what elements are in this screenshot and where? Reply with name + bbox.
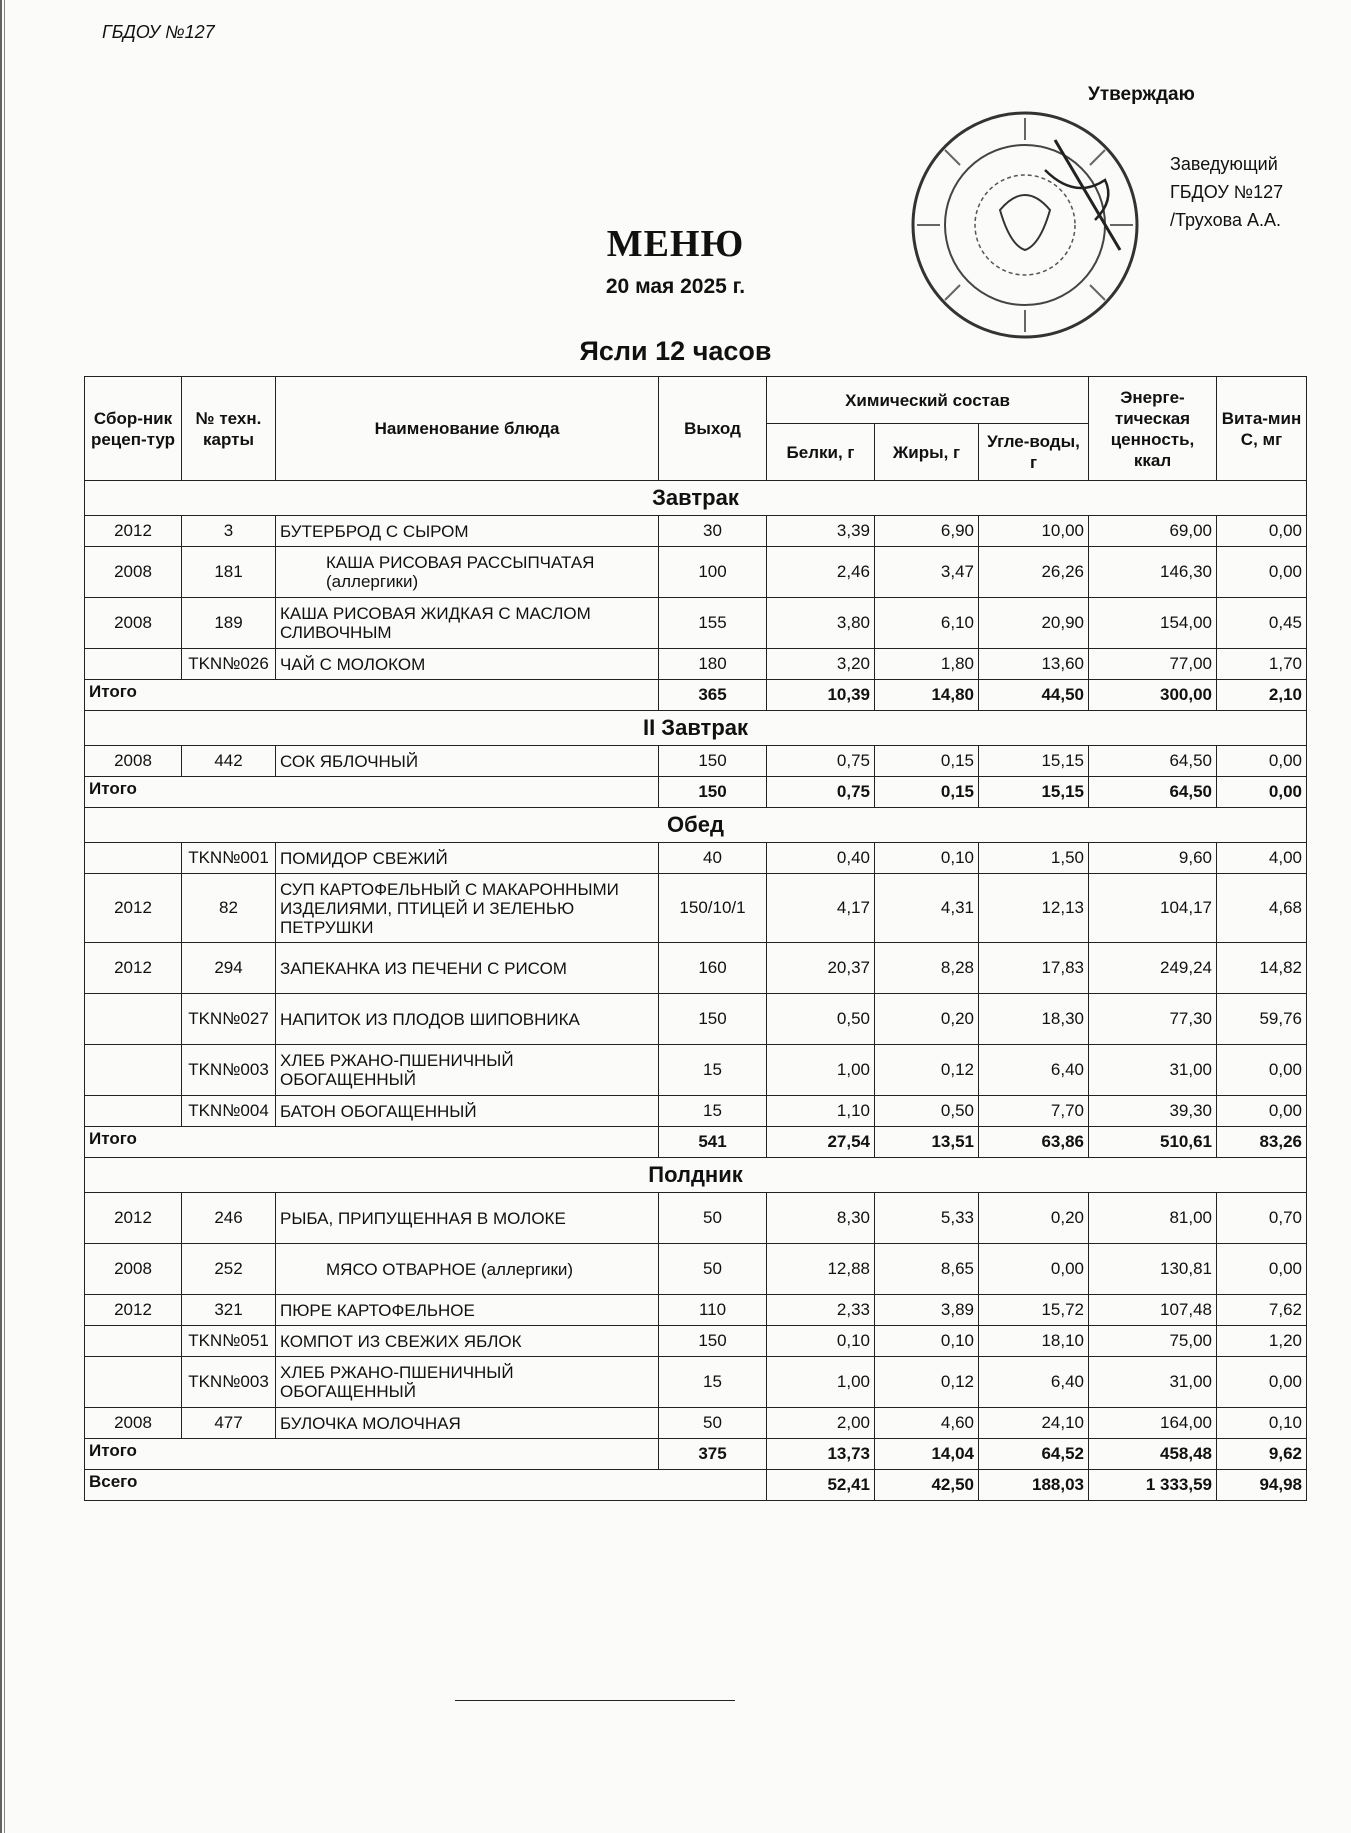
fat-value: 8,28 [875, 943, 979, 994]
table-row [85, 1193, 1307, 1244]
grand-carbs: 188,03 [979, 1470, 1089, 1501]
total-vitc: 83,26 [1217, 1127, 1307, 1158]
dish-output: 100 [659, 547, 767, 598]
grand-protein: 52,41 [767, 1470, 875, 1501]
carbs-value: 17,83 [979, 943, 1089, 994]
energy-value: 77,00 [1089, 649, 1217, 680]
col-book-header: Сбор-ник рецеп-тур [85, 377, 182, 481]
table-row [85, 1326, 1307, 1357]
energy-value: 31,00 [1089, 1357, 1217, 1408]
vitc-value: 4,68 [1217, 874, 1307, 943]
vitc-value: 0,00 [1217, 1045, 1307, 1096]
vitc-value: 14,82 [1217, 943, 1307, 994]
energy-value: 64,50 [1089, 746, 1217, 777]
dish-name: ПОМИДОР СВЕЖИЙ [276, 843, 659, 874]
table-row [85, 1244, 1307, 1295]
tech-card: TKN№004 [182, 1096, 276, 1127]
total-label: Итого [85, 777, 659, 808]
total-vitc: 9,62 [1217, 1439, 1307, 1470]
fat-value: 0,50 [875, 1096, 979, 1127]
table-row [85, 1045, 1307, 1096]
energy-value: 75,00 [1089, 1326, 1217, 1357]
tech-card: TKN№026 [182, 649, 276, 680]
carbs-value: 6,40 [979, 1357, 1089, 1408]
dish-name: ПЮРЕ КАРТОФЕЛЬНОЕ [276, 1295, 659, 1326]
table-row [85, 1096, 1307, 1127]
total-label: Итого [85, 680, 659, 711]
total-energy: 64,50 [1089, 777, 1217, 808]
energy-value: 107,48 [1089, 1295, 1217, 1326]
carbs-value: 18,10 [979, 1326, 1089, 1357]
fat-value: 3,89 [875, 1295, 979, 1326]
carbs-value: 1,50 [979, 843, 1089, 874]
protein-value: 0,50 [767, 994, 875, 1045]
total-output: 541 [659, 1127, 767, 1158]
carbs-value: 18,30 [979, 994, 1089, 1045]
tech-card: 442 [182, 746, 276, 777]
table-row [85, 874, 1307, 943]
recipe-book: 2008 [85, 746, 182, 777]
energy-value: 69,00 [1089, 516, 1217, 547]
tech-card: 477 [182, 1408, 276, 1439]
protein-value: 4,17 [767, 874, 875, 943]
col-protein-header: Белки, г [767, 424, 875, 481]
fat-value: 0,12 [875, 1357, 979, 1408]
dish-name: СУП КАРТОФЕЛЬНЫЙ С МАКАРОННЫМИ ИЗДЕЛИЯМИ, ПТИЦЕЙ И ЗЕЛЕНЬЮ ПЕТРУШКИ [276, 874, 659, 943]
fat-value: 4,31 [875, 874, 979, 943]
total-protein: 13,73 [767, 1439, 875, 1470]
dish-name: БАТОН ОБОГАЩЕННЫЙ [276, 1096, 659, 1127]
tech-card: 3 [182, 516, 276, 547]
director-title: Заведующий [1170, 154, 1278, 174]
energy-value: 164,00 [1089, 1408, 1217, 1439]
menu-table [84, 376, 1307, 1501]
vitc-value: 59,76 [1217, 994, 1307, 1045]
dish-name: ЗАПЕКАНКА ИЗ ПЕЧЕНИ С РИСОМ [276, 943, 659, 994]
group-name: Ясли 12 часов [579, 336, 772, 366]
total-carbs: 44,50 [979, 680, 1089, 711]
recipe-book: 2008 [85, 1244, 182, 1295]
dish-name: БУТЕРБРОД С СЫРОМ [276, 516, 659, 547]
recipe-book [85, 843, 182, 874]
dish-output: 160 [659, 943, 767, 994]
page-title: МЕНЮ [606, 223, 745, 265]
dish-output: 15 [659, 1357, 767, 1408]
section-title: Завтрак [85, 481, 1307, 516]
grand-energy: 1 333,59 [1089, 1470, 1217, 1501]
section-total-row [85, 1127, 1307, 1158]
fat-value: 8,65 [875, 1244, 979, 1295]
dish-name: ХЛЕБ РЖАНО-ПШЕНИЧНЫЙ ОБОГАЩЕННЫЙ [276, 1045, 659, 1096]
tech-card: TKN№051 [182, 1326, 276, 1357]
dish-output: 150 [659, 994, 767, 1045]
total-carbs: 15,15 [979, 777, 1089, 808]
recipe-book [85, 994, 182, 1045]
total-protein: 27,54 [767, 1127, 875, 1158]
tech-card: 321 [182, 1295, 276, 1326]
col-name-header: Наименование блюда [276, 377, 659, 481]
fat-value: 6,10 [875, 598, 979, 649]
total-fat: 0,15 [875, 777, 979, 808]
recipe-book: 2012 [85, 874, 182, 943]
dish-output: 150 [659, 746, 767, 777]
total-label: Итого [85, 1127, 659, 1158]
recipe-book: 2012 [85, 1193, 182, 1244]
dish-name: МЯСО ОТВАРНОЕ (аллергики) [276, 1244, 659, 1295]
col-card-header: № техн. карты [182, 377, 276, 481]
vitc-value: 1,70 [1217, 649, 1307, 680]
dish-output: 40 [659, 843, 767, 874]
recipe-book [85, 1326, 182, 1357]
org-name: ГБДОУ №127 [102, 22, 215, 42]
protein-value: 12,88 [767, 1244, 875, 1295]
vitc-value: 0,00 [1217, 1096, 1307, 1127]
protein-value: 8,30 [767, 1193, 875, 1244]
menu-date: 20 мая 2025 г. [605, 275, 746, 298]
dish-output: 50 [659, 1244, 767, 1295]
carbs-value: 13,60 [979, 649, 1089, 680]
grand-total-row [85, 1470, 1307, 1501]
dish-output: 50 [659, 1408, 767, 1439]
total-energy: 458,48 [1089, 1439, 1217, 1470]
vitc-value: 0,00 [1217, 1244, 1307, 1295]
energy-value: 77,30 [1089, 994, 1217, 1045]
col-carbs-header: Угле-воды, г [979, 424, 1089, 481]
energy-value: 31,00 [1089, 1045, 1217, 1096]
col-output-header: Выход [659, 377, 767, 481]
vitc-value: 4,00 [1217, 843, 1307, 874]
dish-name: ЧАЙ С МОЛОКОМ [276, 649, 659, 680]
recipe-book: 2008 [85, 598, 182, 649]
section-total-row [85, 680, 1307, 711]
recipe-book: 2008 [85, 1408, 182, 1439]
dish-output: 150/10/1 [659, 874, 767, 943]
table-row [85, 843, 1307, 874]
protein-value: 0,40 [767, 843, 875, 874]
dish-name: ХЛЕБ РЖАНО-ПШЕНИЧНЫЙ ОБОГАЩЕННЫЙ [276, 1357, 659, 1408]
table-row [85, 516, 1307, 547]
section-row [85, 808, 1307, 843]
vitc-value: 0,70 [1217, 1193, 1307, 1244]
total-fat: 13,51 [875, 1127, 979, 1158]
table-row [85, 943, 1307, 994]
carbs-value: 24,10 [979, 1408, 1089, 1439]
table-row [85, 1357, 1307, 1408]
carbs-value: 26,26 [979, 547, 1089, 598]
total-output: 150 [659, 777, 767, 808]
fat-value: 5,33 [875, 1193, 979, 1244]
section-row [85, 481, 1307, 516]
section-total-row [85, 777, 1307, 808]
table-row [85, 649, 1307, 680]
protein-value: 2,00 [767, 1408, 875, 1439]
vitc-value: 0,00 [1217, 1357, 1307, 1408]
protein-value: 3,80 [767, 598, 875, 649]
protein-value: 0,75 [767, 746, 875, 777]
total-protein: 0,75 [767, 777, 875, 808]
dish-name: КАША РИСОВАЯ ЖИДКАЯ С МАСЛОМ СЛИВОЧНЫМ [276, 598, 659, 649]
carbs-value: 7,70 [979, 1096, 1089, 1127]
dish-name: КАША РИСОВАЯ РАССЫПЧАТАЯ (аллергики) [276, 547, 659, 598]
dish-output: 15 [659, 1045, 767, 1096]
energy-value: 154,00 [1089, 598, 1217, 649]
table-row [85, 547, 1307, 598]
fat-value: 0,12 [875, 1045, 979, 1096]
dish-output: 155 [659, 598, 767, 649]
energy-value: 81,00 [1089, 1193, 1217, 1244]
tech-card: 252 [182, 1244, 276, 1295]
fat-value: 4,60 [875, 1408, 979, 1439]
tech-card: TKN№001 [182, 843, 276, 874]
protein-value: 0,10 [767, 1326, 875, 1357]
tech-card: TKN№003 [182, 1357, 276, 1408]
energy-value: 104,17 [1089, 874, 1217, 943]
fat-value: 3,47 [875, 547, 979, 598]
col-chem-header: Химический состав [767, 377, 1089, 424]
dish-output: 110 [659, 1295, 767, 1326]
total-protein: 10,39 [767, 680, 875, 711]
energy-value: 146,30 [1089, 547, 1217, 598]
protein-value: 1,10 [767, 1096, 875, 1127]
total-carbs: 64,52 [979, 1439, 1089, 1470]
dish-name: СОК ЯБЛОЧНЫЙ [276, 746, 659, 777]
col-vitc-header: Вита-мин С, мг [1217, 377, 1307, 481]
total-fat: 14,80 [875, 680, 979, 711]
total-energy: 510,61 [1089, 1127, 1217, 1158]
recipe-book [85, 1096, 182, 1127]
dish-output: 150 [659, 1326, 767, 1357]
dish-output: 180 [659, 649, 767, 680]
protein-value: 2,33 [767, 1295, 875, 1326]
dish-name: БУЛОЧКА МОЛОЧНАЯ [276, 1408, 659, 1439]
table-row [85, 994, 1307, 1045]
fat-value: 0,15 [875, 746, 979, 777]
energy-value: 39,30 [1089, 1096, 1217, 1127]
tech-card: 82 [182, 874, 276, 943]
grand-total-label: Всего [85, 1470, 767, 1501]
fat-value: 0,10 [875, 843, 979, 874]
energy-value: 9,60 [1089, 843, 1217, 874]
dish-output: 30 [659, 516, 767, 547]
tech-card: TKN№027 [182, 994, 276, 1045]
vitc-value: 0,10 [1217, 1408, 1307, 1439]
carbs-value: 10,00 [979, 516, 1089, 547]
section-total-row [85, 1439, 1307, 1470]
total-vitc: 2,10 [1217, 680, 1307, 711]
col-energy-header: Энерге-тическая ценность, ккал [1089, 377, 1217, 481]
tech-card: 181 [182, 547, 276, 598]
total-output: 375 [659, 1439, 767, 1470]
grand-vitc: 94,98 [1217, 1470, 1307, 1501]
dish-name: НАПИТОК ИЗ ПЛОДОВ ШИПОВНИКА [276, 994, 659, 1045]
section-row [85, 1158, 1307, 1193]
fat-value: 6,90 [875, 516, 979, 547]
approve-label: Утверждаю [1088, 84, 1195, 105]
grand-fat: 42,50 [875, 1470, 979, 1501]
protein-value: 20,37 [767, 943, 875, 994]
dish-name: РЫБА, ПРИПУЩЕННАЯ В МОЛОКЕ [276, 1193, 659, 1244]
protein-value: 3,39 [767, 516, 875, 547]
carbs-value: 15,15 [979, 746, 1089, 777]
section-title: II Завтрак [85, 711, 1307, 746]
vitc-value: 1,20 [1217, 1326, 1307, 1357]
carbs-value: 12,13 [979, 874, 1089, 943]
energy-value: 130,81 [1089, 1244, 1217, 1295]
table-row [85, 746, 1307, 777]
section-title: Обед [85, 808, 1307, 843]
protein-value: 1,00 [767, 1357, 875, 1408]
director-org: ГБДОУ №127 [1170, 182, 1284, 202]
table-row [85, 1408, 1307, 1439]
tech-card: TKN№003 [182, 1045, 276, 1096]
carbs-value: 6,40 [979, 1045, 1089, 1096]
fat-value: 1,80 [875, 649, 979, 680]
tech-card: 189 [182, 598, 276, 649]
total-output: 365 [659, 680, 767, 711]
carbs-value: 0,20 [979, 1193, 1089, 1244]
carbs-value: 15,72 [979, 1295, 1089, 1326]
protein-value: 3,20 [767, 649, 875, 680]
vitc-value: 0,00 [1217, 516, 1307, 547]
recipe-book: 2012 [85, 943, 182, 994]
vitc-value: 0,00 [1217, 547, 1307, 598]
signature-line [455, 1700, 735, 1701]
total-label: Итого [85, 1439, 659, 1470]
recipe-book [85, 1045, 182, 1096]
section-row [85, 711, 1307, 746]
dish-output: 15 [659, 1096, 767, 1127]
carbs-value: 0,00 [979, 1244, 1089, 1295]
recipe-book: 2012 [85, 516, 182, 547]
total-vitc: 0,00 [1217, 777, 1307, 808]
recipe-book [85, 649, 182, 680]
total-carbs: 63,86 [979, 1127, 1089, 1158]
recipe-book [85, 1357, 182, 1408]
director-name: /Трухова А.А. [1170, 210, 1281, 230]
dish-name: КОМПОТ ИЗ СВЕЖИХ ЯБЛОК [276, 1326, 659, 1357]
protein-value: 1,00 [767, 1045, 875, 1096]
vitc-value: 7,62 [1217, 1295, 1307, 1326]
total-fat: 14,04 [875, 1439, 979, 1470]
recipe-book: 2012 [85, 1295, 182, 1326]
table-row [85, 1295, 1307, 1326]
protein-value: 2,46 [767, 547, 875, 598]
menu-body [85, 481, 1307, 1501]
tech-card: 294 [182, 943, 276, 994]
table-row [85, 598, 1307, 649]
col-fat-header: Жиры, г [875, 424, 979, 481]
tech-card: 246 [182, 1193, 276, 1244]
section-title: Полдник [85, 1158, 1307, 1193]
dish-output: 50 [659, 1193, 767, 1244]
fat-value: 0,20 [875, 994, 979, 1045]
fat-value: 0,10 [875, 1326, 979, 1357]
vitc-value: 0,00 [1217, 746, 1307, 777]
recipe-book: 2008 [85, 547, 182, 598]
energy-value: 249,24 [1089, 943, 1217, 994]
total-energy: 300,00 [1089, 680, 1217, 711]
carbs-value: 20,90 [979, 598, 1089, 649]
vitc-value: 0,45 [1217, 598, 1307, 649]
